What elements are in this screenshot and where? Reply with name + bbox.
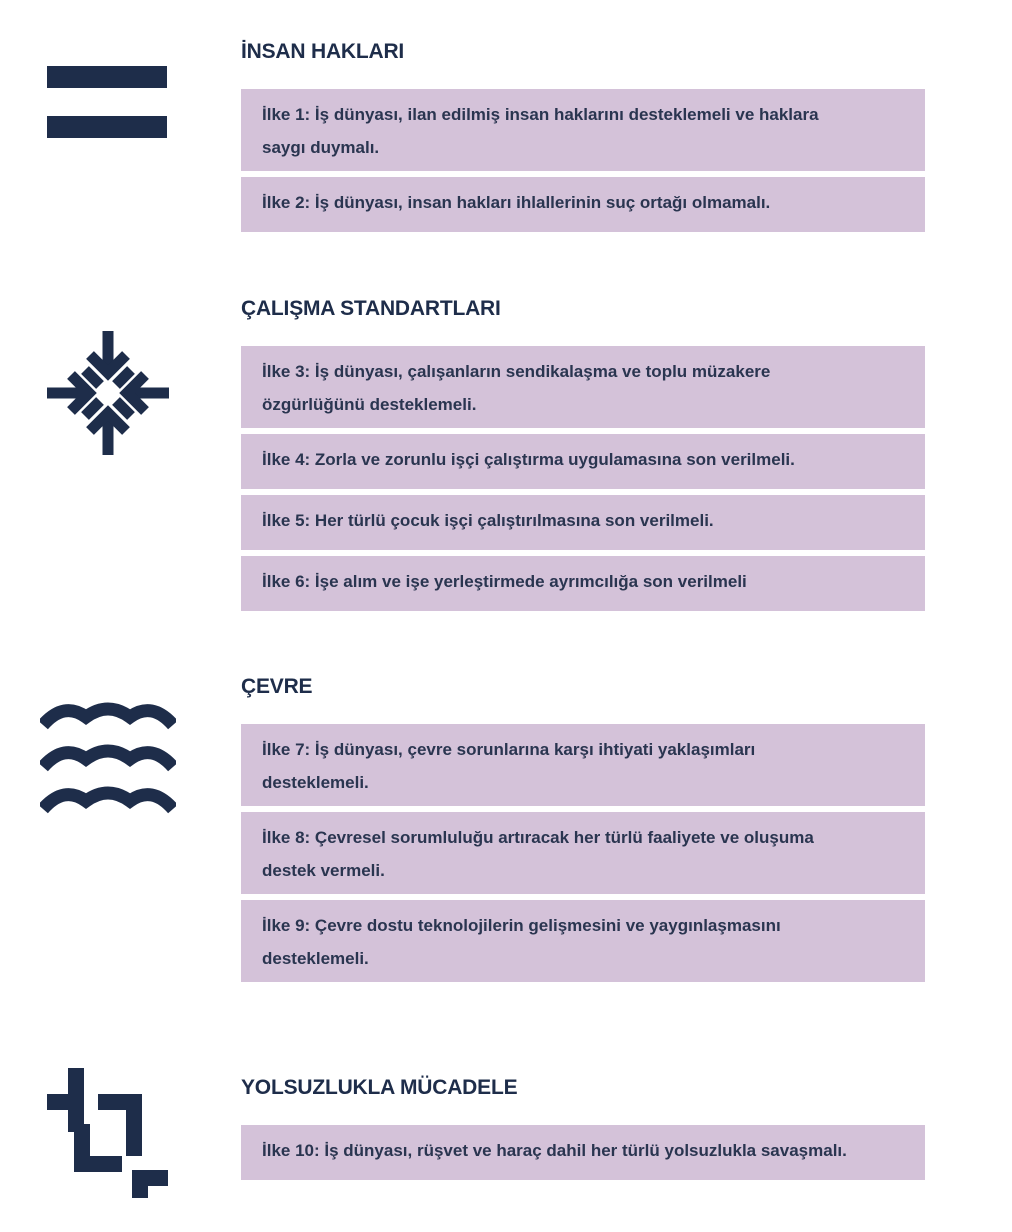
section-heading: ÇEVRE: [241, 675, 313, 698]
principle-text: İlke 6: İşe alım ve işe yerleştirmede ayrımcılığa son verilmeli: [262, 572, 747, 591]
principle-item: [241, 556, 925, 611]
principle-item: [241, 900, 925, 982]
principle-text: İlke 9: Çevre dostu teknolojilerin gelişmesini ve yaygınlaşmasını desteklemeli.: [262, 916, 781, 968]
interlocking-corners-icon: [40, 1062, 176, 1198]
section-heading: İNSAN HAKLARI: [241, 40, 405, 63]
principle-text: İlke 3: İş dünyası, çalışanların sendikalaşma ve toplu müzakere özgürlüğünü desteklemeli.: [262, 362, 771, 414]
principle-item: [241, 724, 925, 806]
section-heading: ÇALIŞMA STANDARTLARI: [241, 297, 501, 320]
converging-arrows-icon: [40, 325, 176, 461]
principle-text: İlke 10: İş dünyası, rüşvet ve haraç dahil her türlü yolsuzlukla savaşmalı.: [262, 1141, 847, 1160]
section-heading: YOLSUZLUKLA MÜCADELE: [241, 1076, 518, 1099]
principle-text: İlke 1: İş dünyası, ilan edilmiş insan haklarını desteklemeli ve haklara saygı duymalı.: [262, 105, 819, 157]
equals-icon: [40, 52, 176, 188]
principle-item: [241, 812, 925, 894]
waves-icon: [40, 695, 176, 831]
principle-text: İlke 8: Çevresel sorumluluğu artıracak her türlü faaliyete ve oluşuma destek vermeli.: [262, 828, 814, 880]
principle-item: [241, 1125, 925, 1180]
principle-text: İlke 7: İş dünyası, çevre sorunlarına karşı ihtiyati yaklaşımları desteklemeli.: [262, 740, 756, 792]
principle-text: İlke 4: Zorla ve zorunlu işçi çalıştırma uygulamasına son verilmeli.: [262, 450, 795, 469]
principle-item: [241, 346, 925, 428]
principle-item: [241, 495, 925, 550]
principle-item: [241, 434, 925, 489]
principle-text: İlke 5: Her türlü çocuk işçi çalıştırılmasına son verilmeli.: [262, 511, 714, 530]
principle-item: [241, 89, 925, 171]
principle-text: İlke 2: İş dünyası, insan hakları ihlallerinin suç ortağı olmamalı.: [262, 193, 771, 212]
principle-item: [241, 177, 925, 232]
